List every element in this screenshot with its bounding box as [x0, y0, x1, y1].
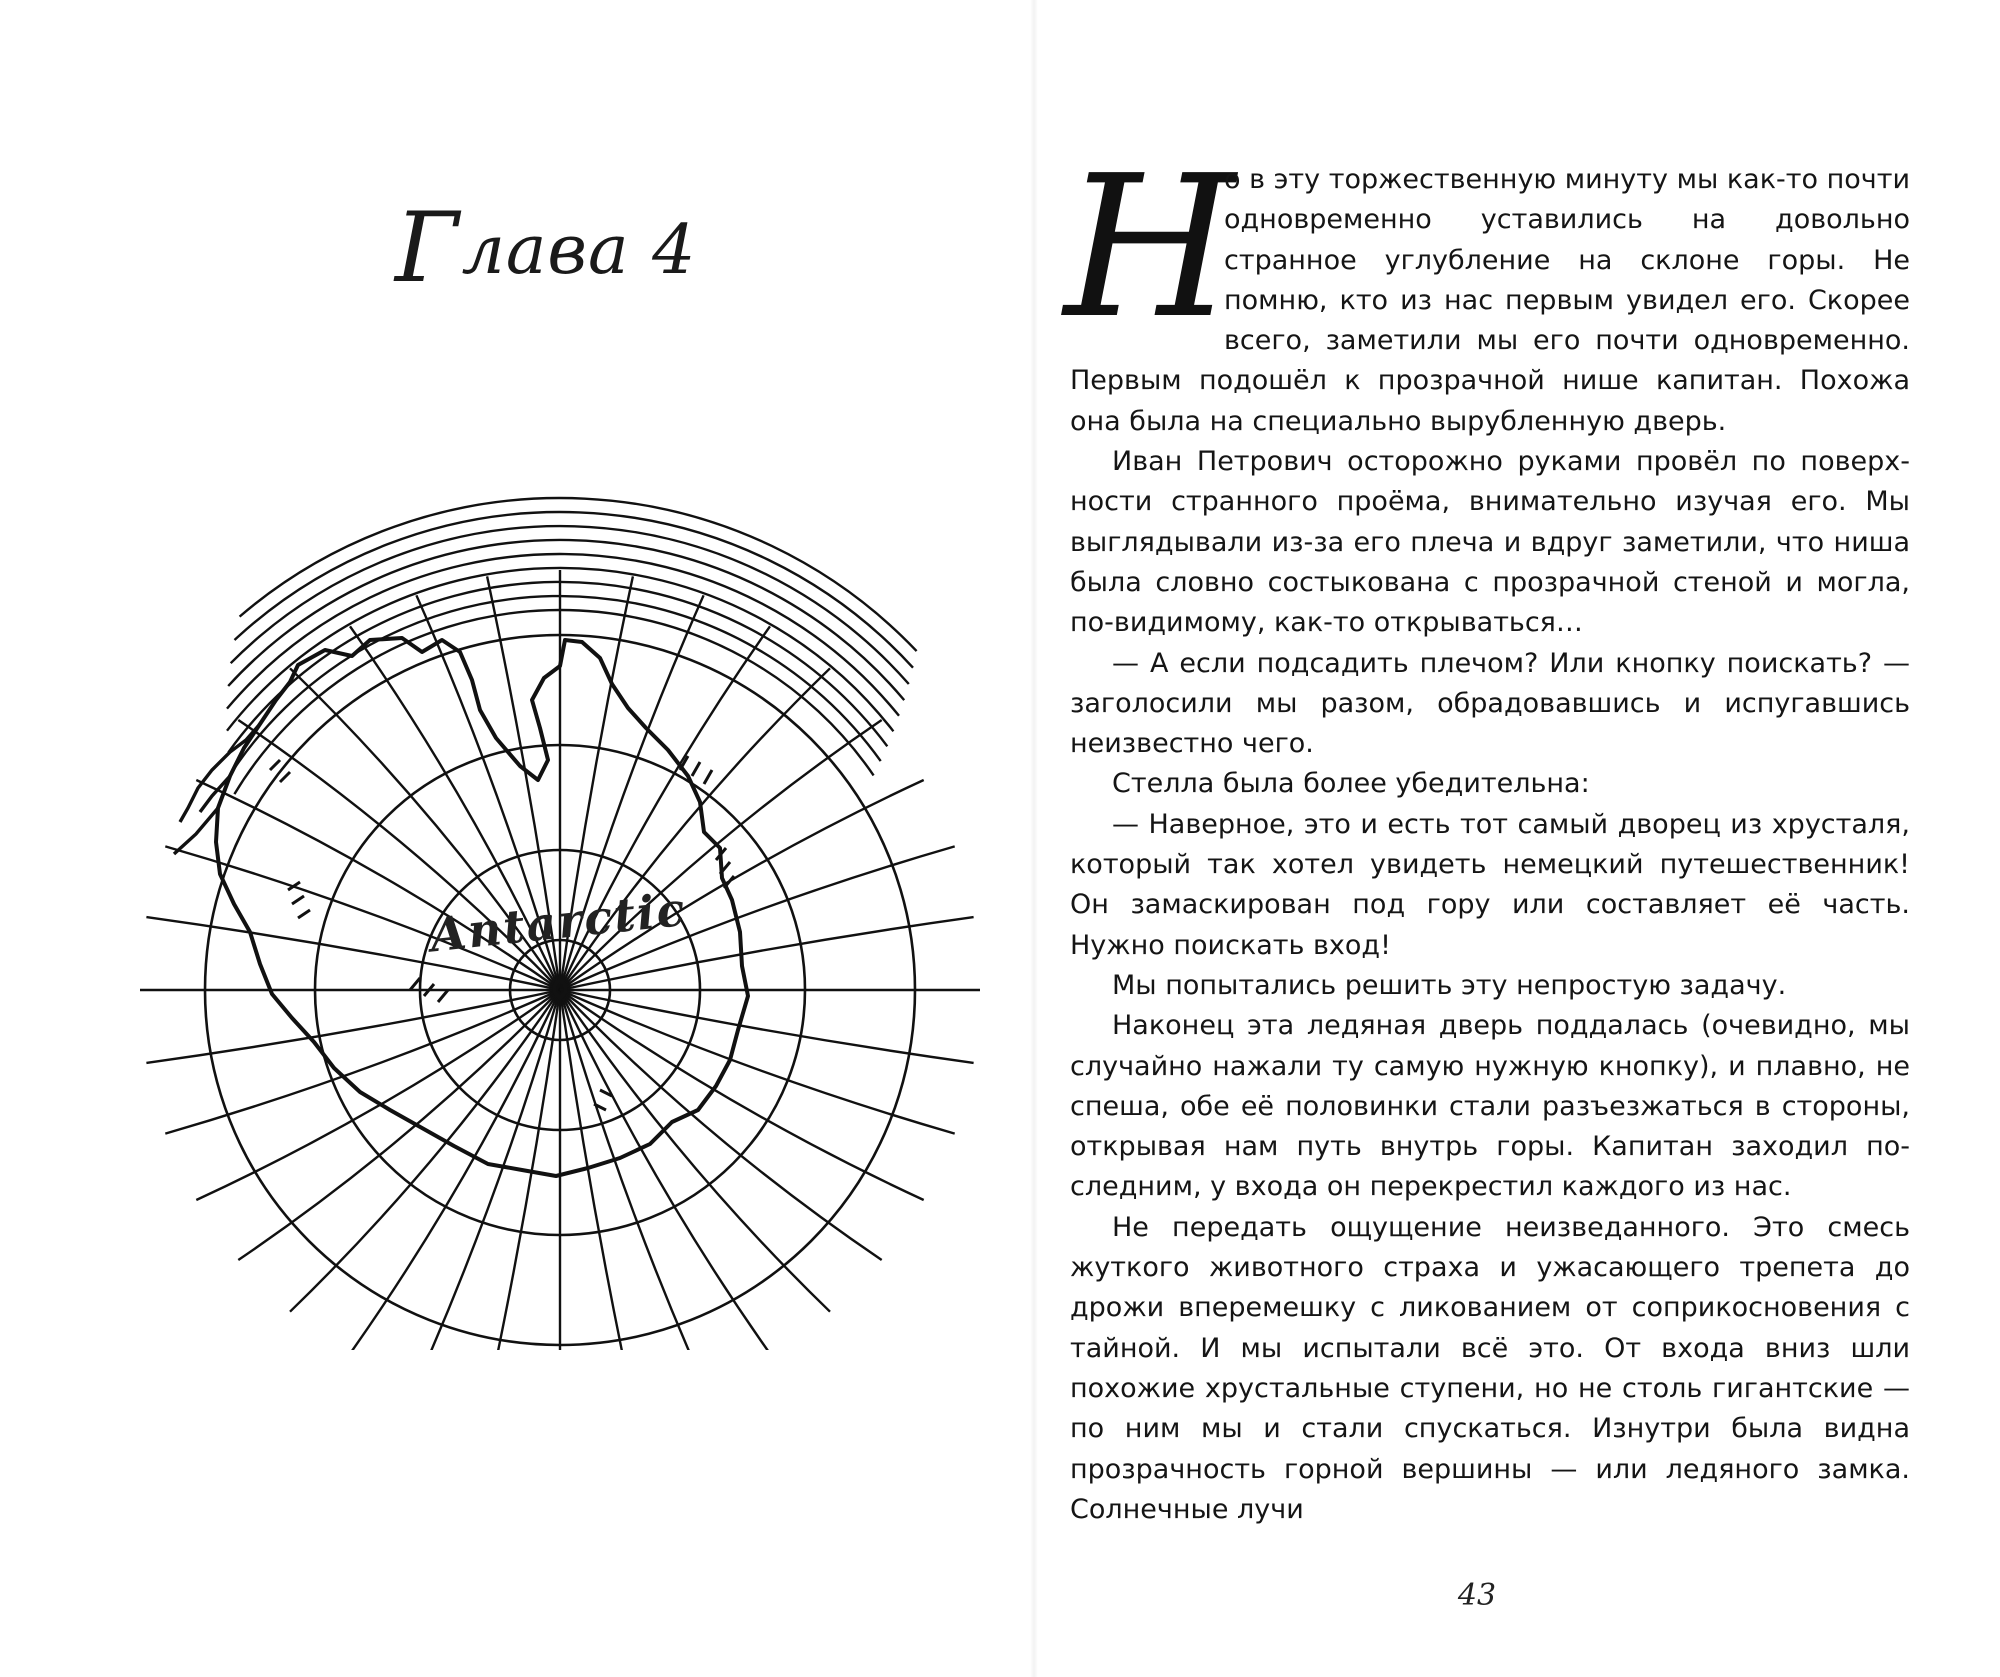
- map-outer-arcs: [227, 498, 917, 794]
- paragraph-1-text: о в эту торжественную минуту мы как-то почти одновременно уставились на довольно странное углубление на склоне горы. Не помню, кто из нас первым увидел его. Скорее всего, заметили мы его почти одновременно. Первым подошёл к прозрачной нише капитан. Похожа она была на специально вырубленную дверь.: [1070, 164, 1910, 437]
- map-label-antarctic: Antarctic: [427, 881, 690, 963]
- drop-cap: Н: [1064, 134, 1235, 362]
- antarctica-map-illustration: [120, 470, 1000, 1350]
- paragraph-4: Стелла была более убедительна:: [1112, 768, 1590, 800]
- page-number: 43: [1457, 1578, 1497, 1613]
- paragraph-3: — А если подсадить плечом? Или кнопку поискать? — заголосили мы разом, обрадовавшись и испугавшись неизвестно чего.: [1070, 647, 1910, 760]
- map-meridian-5: [560, 990, 882, 1260]
- map-meridian-3: [560, 990, 955, 1134]
- right-page: [1010, 0, 2000, 1677]
- chapter-title: [395, 192, 725, 310]
- paragraph-8: Не передать ощущение неизведанного. Это смесь жуткого животного страха и ужасающего трепета до дрожи вперемешку с ликованием от соприкосновения с тайной. И мы испытали всё это. От входа вниз шли похожие хрустальные ступени, но не столь гигантские — по ним мы и стали спускаться. Изнутри была видна прозрачность горной вершины — или ледяного замка. Солнечные лучи: [1070, 1211, 1910, 1525]
- map-meridian-15: [238, 990, 560, 1260]
- map-meridian-6: [560, 990, 830, 1312]
- paragraph-6: Мы попытались решить эту непростую задачу.: [1112, 969, 1787, 1001]
- map-meridian-12: [416, 990, 560, 1350]
- paragraph-7: Наконец эта ледяная дверь поддалась (очевидно, мы случайно нажали ту самую нужную кнопку), и плавно, не спеша, обе её половинки стали разъезжаться в стороны, открывая нам путь внутрь горы. Капитан заходил последним, у входа он перекрестил каждого из нас.: [1070, 1010, 1910, 1203]
- paragraph-2: Иван Петрович осторожно руками провёл по поверхности странного проёма, внимательно изучая его. Мы выглядывали из-за его плеча и вдруг заметили, что ниша была словно состыкована с прозрачной стеной и могла, по-видимому, как-то открываться…: [1070, 446, 1910, 639]
- paragraph-5: — Наверное, это и есть тот самый дворец из хрусталя, который так хотел увидеть немецкий путешественник! Он замаскирован под гору или составляет её часть. Нужно поискать вход!: [1070, 808, 1910, 961]
- map-outer-arc-7: [231, 526, 909, 684]
- map-meridian-22: [196, 780, 560, 990]
- map-svg: [120, 470, 1000, 1350]
- paragraph-1: [1064, 134, 1910, 442]
- body-text: [1064, 134, 1910, 1530]
- map-meridian-17: [165, 990, 560, 1134]
- map-outer-arc-2: [231, 596, 881, 774]
- map-meridian-14: [290, 990, 560, 1312]
- chapter-title-initial: Г: [395, 192, 460, 304]
- chapter-title-rest: лава 4: [461, 211, 697, 290]
- map-outer-arc-1: [234, 610, 873, 794]
- map-outer-arc-8: [235, 512, 914, 668]
